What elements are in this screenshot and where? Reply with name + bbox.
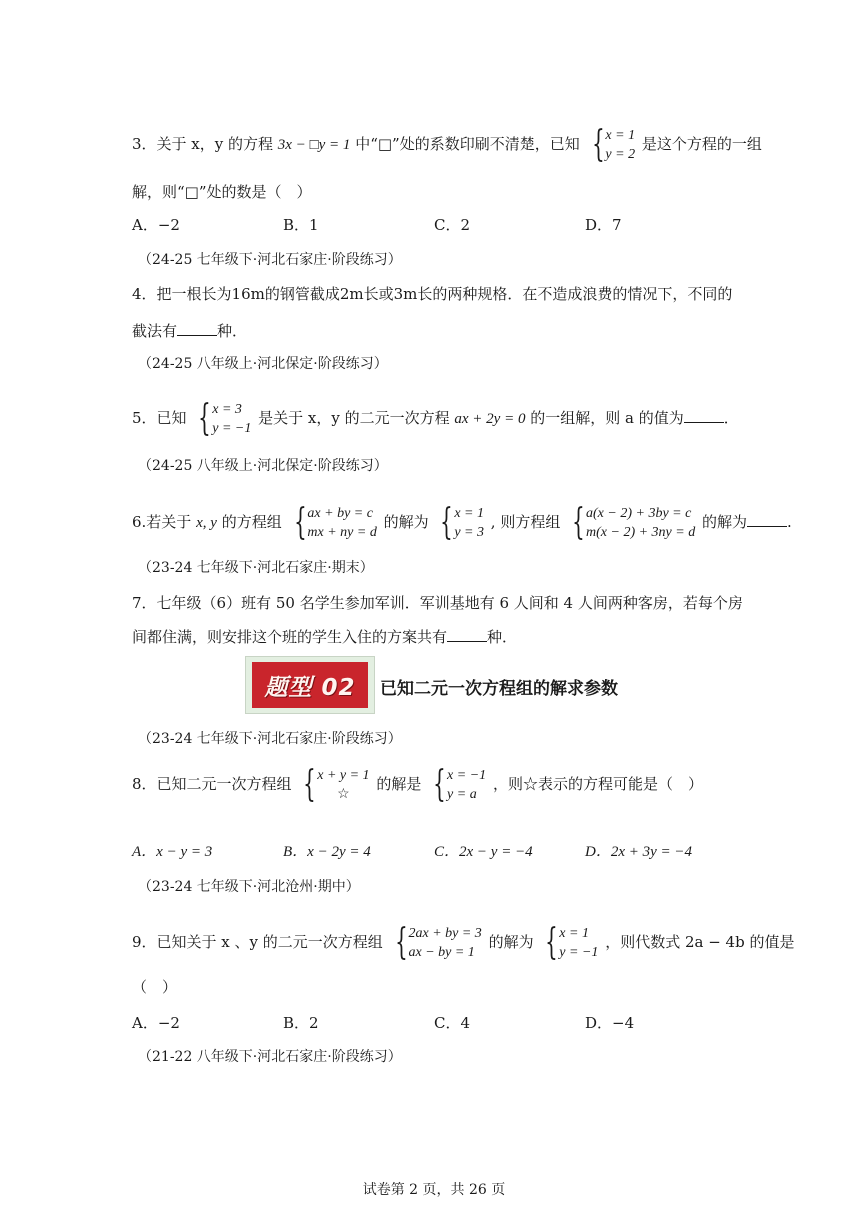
answer-blank [747,512,787,527]
option-b: B．1 [283,216,319,234]
q5-equation: ax + 2y = 0 [454,411,526,427]
question-4-line-2: 截法有 种． [132,322,248,340]
page-footer: 试卷第 2 页，共 26 页 [362,1182,506,1198]
q6-system-2: { x = 1 y = 3 [440,502,484,543]
answer-blank [177,321,217,336]
question-5-line: 5．已知 { x = 3 y = −1 是关于 x，y 的二元一次方程 ax + 2y = 0 的一组解，则 a 的值为 ． [132,398,739,439]
question-9-options [132,1012,752,1033]
question-3-line-1: 3．关于 x，y 的方程 3x − □y = 1 中“□”处的系数印刷不清楚，已知 { x = 1 y = 2 是这个方程的一组 [132,124,762,165]
option-a: A．x − y = 3 [132,844,213,860]
q3-solution-system: { x = 1 y = 2 [591,124,636,165]
source-note: （23-24 七年级下·河北石家庄·阶段练习） [138,731,402,747]
question-9-line-2: （ ） [132,978,178,996]
section-badge [246,657,374,713]
option-d: D．−4 [585,1014,635,1032]
q9-system-2: { x = 1 y = −1 [545,922,599,963]
option-c: C．2 [434,216,471,234]
option-b: B．2 [283,1014,319,1032]
option-c: C．4 [434,1014,471,1032]
question-7-line-2: 间都住满，则安排这个班的学生入住的方案共有 种． [132,628,518,646]
option-d: D．2x + 3y = −4 [585,844,693,860]
answer-blank [684,408,724,423]
answer-blank [447,627,487,642]
source-note: （24-25 八年级上·河北保定·阶段练习） [138,458,388,474]
option-a: A．−2 [132,216,180,234]
question-8-line: 8．已知二元一次方程组 { x + y = 1 ☆ 的解是 { x = −1 y = a ，则☆表示的方程可能是（ ） [132,764,703,805]
option-d: D．7 [585,216,622,234]
q9-system-1: { 2ax + by = 3 ax − by = 1 [394,922,482,963]
section-badge-label: 题型 02 [252,662,368,708]
option-c: C．2x − y = −4 [434,844,533,860]
source-note: （24-25 七年级下·河北石家庄·阶段练习） [138,252,402,268]
q6-system-1: { ax + by = c mx + ny = d [293,502,377,543]
question-7-line-1: 7．七年级（6）班有 50 名学生参加军训．军训基地有 6 人间和 4 人间两种客房，若每个房 [132,594,743,612]
question-9-line-1: 9．已知关于 x 、y 的二元一次方程组 { 2ax + by = 3 ax − by = 1 的解为 { x = 1 y = −1 ，则代数式 2a − 4b 的值是 [132,922,795,963]
source-note: （21-22 八年级下·河北石家庄·阶段练习） [138,1049,402,1065]
option-b: B．x − 2y = 4 [283,844,371,860]
q8-system-1: { x + y = 1 ☆ [303,764,370,805]
question-3-line-2: 解，则“□”处的数是（ ） [132,183,312,201]
source-note: （24-25 八年级上·河北保定·阶段练习） [138,356,388,372]
source-note: （23-24 七年级下·河北石家庄·期末） [138,560,374,576]
question-4-line-1: 4．把一根长为16m的钢管截成2m长或3m长的两种规格．在不造成浪费的情况下，不同的 [132,285,733,303]
option-a: A．−2 [132,1014,180,1032]
q6-system-3: { a(x − 2) + 3by = c m(x − 2) + 3ny = d [572,502,696,543]
q8-system-2: { x = −1 y = a [433,764,487,805]
section-title: 已知二元一次方程组的解求参数 [380,679,618,699]
question-3-options [132,214,752,235]
source-note: （23-24 七年级下·河北沧州·期中） [138,879,360,895]
q5-solution-system: { x = 3 y = −1 [198,398,252,439]
question-6-line: 6.若关于 x, y 的方程组 { ax + by = c mx + ny = d 的解为 { x = 1 y = 3 , 则方程组 { a(x − 2) + 3by = c m(x − 2) + 3ny = d 的解为 . [132,502,792,543]
question-8-options [132,840,752,861]
q3-equation: 3x − □y = 1 [277,137,351,153]
